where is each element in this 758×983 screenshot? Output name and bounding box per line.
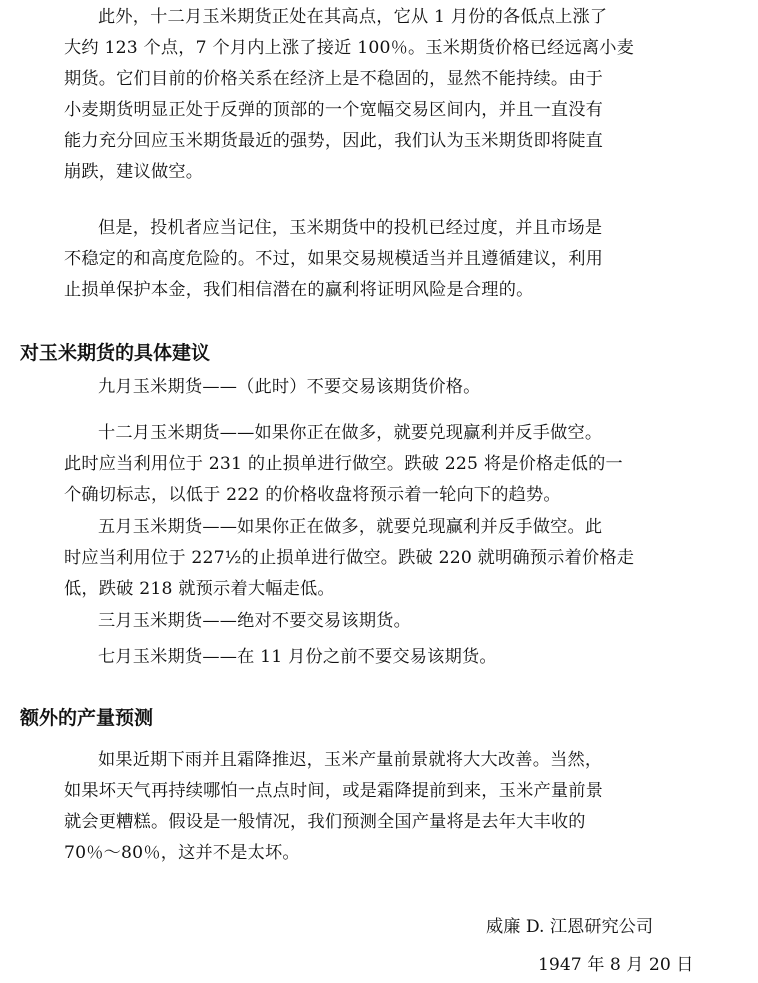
signature-date: 1947 年 8 月 20 日 — [538, 955, 694, 975]
paragraph-crop-forecast — [64, 745, 744, 869]
text-line: 止损单保护本金，我们相信潜在的赢利将证明风险是合理的。 — [64, 280, 534, 300]
text-line: 能力充分回应玉米期货最近的强势，因此，我们认为玉米期货即将陡直 — [64, 131, 604, 151]
text-line: 低，跌破 218 就预示着大幅走低。 — [64, 579, 335, 599]
text-line: 此外，十二月玉米期货正处在其高点，它从 1 月份的各低点上涨了 — [98, 7, 608, 27]
section-heading-specific-advice: 对玉米期货的具体建议 — [20, 342, 211, 364]
paragraph-speculation-warning — [64, 213, 744, 306]
paragraph-may-corn — [64, 512, 744, 605]
signature-company: 威廉 D. 江恩研究公司 — [486, 917, 654, 937]
paragraph-march-corn — [64, 606, 744, 637]
text-line: 五月玉米期货——如果你正在做多，就要兑现赢利并反手做空。此 — [98, 517, 603, 537]
text-line: 三月玉米期货——绝对不要交易该期货。 — [98, 611, 411, 631]
paragraph-july-corn — [64, 642, 744, 673]
text-line: 十二月玉米期货——如果你正在做多，就要兑现赢利并反手做空。 — [98, 423, 603, 443]
paragraph-september-corn — [64, 372, 744, 403]
text-line: 个确切标志，以低于 222 的价格收盘将预示着一轮向下的趋势。 — [64, 485, 561, 505]
text-line: 此时应当利用位于 231 的止损单进行做空。跌破 225 将是价格走低的一 — [64, 454, 623, 474]
text-line: 70％～80％，这并不是太坏。 — [64, 843, 300, 863]
text-line: 时应当利用位于 227½的止损单进行做空。跌破 220 就明确预示着价格走 — [64, 548, 635, 568]
text-line: 如果近期下雨并且霜降推迟，玉米产量前景就将大大改善。当然， — [98, 750, 603, 770]
section-heading-crop-forecast: 额外的产量预测 — [20, 707, 154, 729]
text-line: 如果坏天气再持续哪怕一点点时间，或是霜降提前到来，玉米产量前景 — [64, 781, 604, 801]
text-line: 崩跌，建议做空。 — [64, 162, 204, 182]
text-line: 期货。它们目前的价格关系在经济上是不稳固的，显然不能持续。由于 — [64, 69, 604, 89]
paragraph-corn-futures-high — [64, 2, 744, 188]
text-line: 但是，投机者应当记住，玉米期货中的投机已经过度，并且市场是 — [98, 218, 603, 238]
paragraph-december-corn — [64, 418, 744, 511]
text-line: 不稳定的和高度危险的。不过，如果交易规模适当并且遵循建议，利用 — [64, 249, 604, 269]
text-line: 九月玉米期货——（此时）不要交易该期货价格。 — [98, 377, 481, 397]
text-line: 大约 123 个点，7 个月内上涨了接近 100％。玉米期货价格已经远离小麦 — [64, 38, 635, 58]
text-line: 就会更糟糕。假设是一般情况，我们预测全国产量将是去年大丰收的 — [64, 812, 586, 832]
text-line: 小麦期货明显正处于反弹的顶部的一个宽幅交易区间内，并且一直没有 — [64, 100, 604, 120]
text-line: 七月玉米期货——在 11 月份之前不要交易该期货。 — [98, 647, 497, 667]
